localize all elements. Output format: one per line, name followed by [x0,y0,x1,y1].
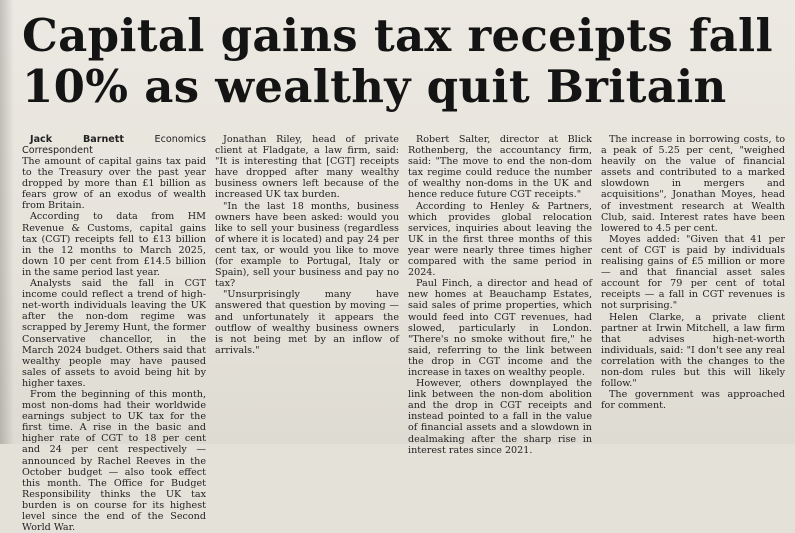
article-columns [22,134,788,533]
paragraph: Analysts said the fall in CGT income could reflect a trend of high-net-worth individuals leaving the UK after the non-dom regime was scrapped by Jeremy Hunt, the former Conservative chancellor, in the March 2024 budget. Others said that wealthy people may have paused sales of assets to avoid being hit by higher taxes. [22,278,206,389]
headline [22,10,782,112]
paragraph: According to data from HM Revenue & Customs, capital gains tax (CGT) receipts fell to £13 billion in the 12 months to March 2025, down 10 per cent from £14.5 billion in the same period last year. [22,211,206,278]
paragraph: Moyes added: "Given that 41 per cent of CGT is paid by individuals realising gains of £5 million or more — and that financial asset sales account for 79 per cent of total receipts — a fall in CGT revenues is not surprising." [601,233,785,312]
paragraph: From the beginning of this month, most non-doms had their worldwide earnings subject to UK tax for the first time. A rise in the basic and higher rate of CGT to 18 per cent and 24 per cent respectively — announced by Rachel Reeves in the October budget — also took effect this month. The Office for Budget Responsibility thinks the UK tax burden is on course for its highest level since the end of the Second World War. [22,388,206,533]
paragraph: According to Henley & Partners, which provides global relocation services, inquiries about leaving the UK in the first three months of this year were nearly three times higher compared with the same period in 2024. [408,200,592,279]
paragraph: However, others downplayed the link between the non-dom abolition and the drop in CGT receipts and instead pointed to a fall in the value of financial assets and a slowdown in dealmaking after the sharp rise in interest rates since 2021. [408,378,592,456]
paragraph: Helen Clarke, a private client partner at Irwin Mitchell, a law firm that advises high-net-worth individuals, said: "I don't see any real correlation with the changes to the non-dom rules but this will likely follow." [601,311,785,390]
paragraph: "Unsurprisingly many have answered that question by moving — and unfortunately it appears the outflow of wealthy business owners is not being met by an inflow of arrivals." [215,289,399,356]
headline-line-1: Capital gains tax receipts fall [22,9,773,62]
column-4 [601,134,785,440]
paragraph: Paul Finch, a director and head of new homes at Beauchamp Estates, said sales of prime properties, which would feed into CGT revenues, had slowed, particularly in London. "There's no smoke without fire," he said, referring to the link between the drop in CGT income and the increase in taxes on wealthy people. [408,278,592,378]
paragraph: The government was approached for comment. [601,389,785,412]
byline-author: Jack Barnett [30,134,124,145]
byline-role: Economics Correspondent [22,134,206,156]
column-2 [215,134,399,440]
paragraph: Jonathan Riley, head of private client at Fladgate, a law firm, said: "It is interesting that [CGT] receipts have dropped after many wealthy business owners left because of the increased UK tax burden. [215,134,399,201]
paragraph: The increase in borrowing costs, to a peak of 5.25 per cent, "weighed heavily on the value of financial assets and contributed to a marked slowdown in mergers and acquisitions", Jonathan Moyes, head of investment research at Wealth Club, said. Interest rates have been lowered to 4.5 per cent. [601,134,785,234]
paragraph: The amount of capital gains tax paid to the Treasury over the past year dropped by more than £1 billion as fears grow of an exodus of wealth from Britain. [22,156,206,212]
paragraph: Robert Salter, director at Blick Rothenberg, the accountancy firm, said: "The move to end the non-dom tax regime could reduce the number of wealthy non-doms in the UK and hence reduce future CGT receipts." [408,134,592,201]
paragraph: "In the last 18 months, business owners have been asked: would you like to sell your business (regardless of where it is located) and pay 24 per cent tax, or would you like to move (for example to Portugal, Italy or Spain), sell your business and pay no tax? [215,200,399,290]
headline-line-2: 10% as wealthy quit Britain [22,60,727,113]
page-shadow [0,0,14,444]
column-3 [408,134,592,456]
column-1 [22,134,206,533]
byline [22,134,206,156]
